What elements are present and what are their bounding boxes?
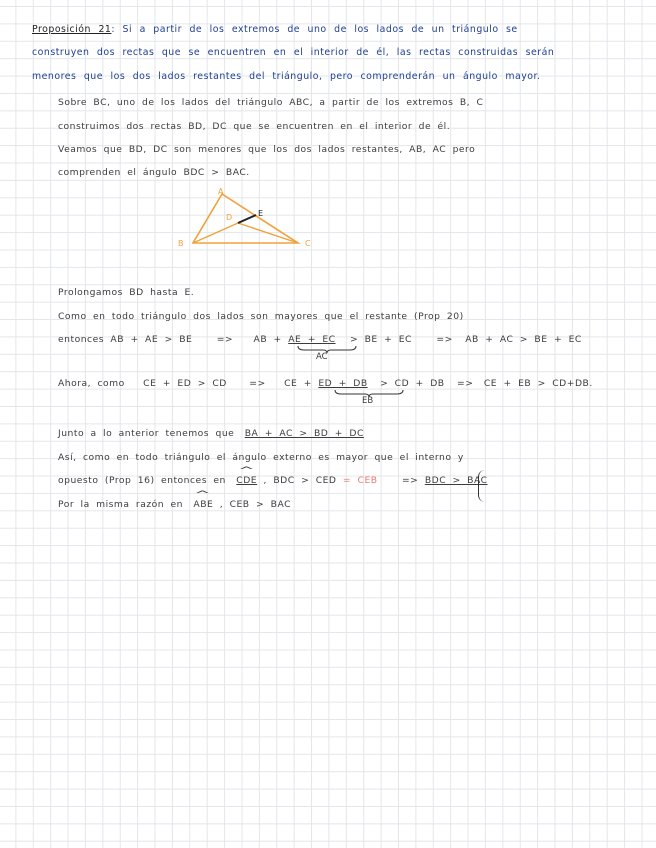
proof3-curly-brace: [478, 470, 485, 502]
segment-dc: [238, 223, 298, 243]
proof1-arrow-2: =>: [436, 334, 453, 345]
proof3-line-3: [58, 475, 488, 486]
proof3-line3-mid: , BDC > CED: [263, 475, 337, 486]
point-c-label: C: [305, 239, 311, 248]
proof3-line-1: [58, 428, 364, 439]
proof2-eq-a: CE + ED > CD: [143, 378, 227, 389]
proof1-eq-b-under: AE + EC: [288, 334, 336, 345]
point-e-label: E: [258, 209, 264, 218]
setup-line-1: Sobre BC, uno de los lados del triángulo ABC, a partir de los extremos B, C: [58, 97, 484, 108]
proof3-line-4: [58, 499, 291, 510]
proof3-line3-pre: opuesto (Prop 16) entonces en: [58, 475, 226, 486]
proof3-line4-post: , CEB > BAC: [219, 499, 291, 510]
setup-line-4: comprenden el ángulo BDC > BAC.: [58, 167, 250, 178]
proof2-arrow-2: =>: [457, 378, 474, 389]
proof3-line-2: Así, como en todo triángulo el ángulo externo es mayor que el interno y: [58, 452, 464, 463]
proof3-line3-result: BDC > BAC: [424, 475, 488, 486]
proof1-eq-b-post: > BE + EC: [349, 334, 412, 345]
proof1-line-1: Prolongamos BD hasta E.: [58, 287, 195, 298]
proof1-eq-a: entonces AB + AE > BE: [58, 334, 193, 345]
proof3-line3-arrow: =>: [401, 475, 419, 486]
proof2-eq-b-post: > CD + DB: [380, 378, 445, 389]
setup-line-3: Veamos que BD, DC son menores que los dos lados restantes, AB, AC pero: [58, 144, 476, 155]
proof2-brace-label: EB: [362, 396, 374, 406]
proof3-line3-red: = CEB: [342, 475, 378, 486]
proof2-eq-c: CE + EB > CD+DB.: [483, 378, 593, 389]
proposition-label: Proposición 21: [32, 24, 112, 35]
point-d-label: D: [226, 213, 233, 222]
heading-line-2: construyen dos rectas que se encuentren en el interior de él, las rectas construidas serán: [32, 47, 555, 58]
proof2-arrow-1: =>: [249, 378, 266, 389]
triangle-cde: ^ CDE: [236, 475, 257, 486]
heading-text-1: : Si a partir de los extremos de uno de los lados de un triángulo se: [111, 24, 518, 35]
setup-line-2: construimos dos rectas BD, DC que se encuentren en el interior de él.: [58, 121, 451, 132]
point-b-label: B: [178, 239, 184, 248]
proof2-equation: [58, 378, 593, 389]
proof3-pre: Junto a lo anterior tenemos que: [58, 428, 235, 439]
proof2-pre: Ahora, como: [58, 378, 125, 389]
proof1-eq-b-pre: AB +: [253, 334, 282, 345]
point-a-label: A: [218, 187, 224, 196]
proof3-result: BA + AC > BD + DC: [244, 428, 364, 439]
triangle-figure: [170, 185, 330, 255]
proof1-equation: [58, 334, 582, 345]
proof2-eq-b-pre: CE +: [284, 378, 312, 389]
proof1-line-2: Como en todo triángulo dos lados son mayores que el restante (Prop 20): [58, 311, 464, 322]
heading-line-3: menores que los dos lados restantes del triángulo, pero comprenderán un ángulo mayor.: [32, 71, 541, 82]
proof1-arrow-1: =>: [216, 334, 234, 345]
heading-line-1: [32, 24, 518, 35]
proof1-eq-c: AB + AC > BE + EC: [465, 334, 582, 345]
segment-de: [238, 215, 256, 223]
proof2-eq-b-under: ED + DB: [318, 378, 368, 389]
proof1-brace-label: AC: [316, 352, 328, 362]
proof3-line4-pre: Por la misma razón en: [58, 499, 183, 510]
triangle-abe: ^ ABE: [193, 499, 213, 510]
